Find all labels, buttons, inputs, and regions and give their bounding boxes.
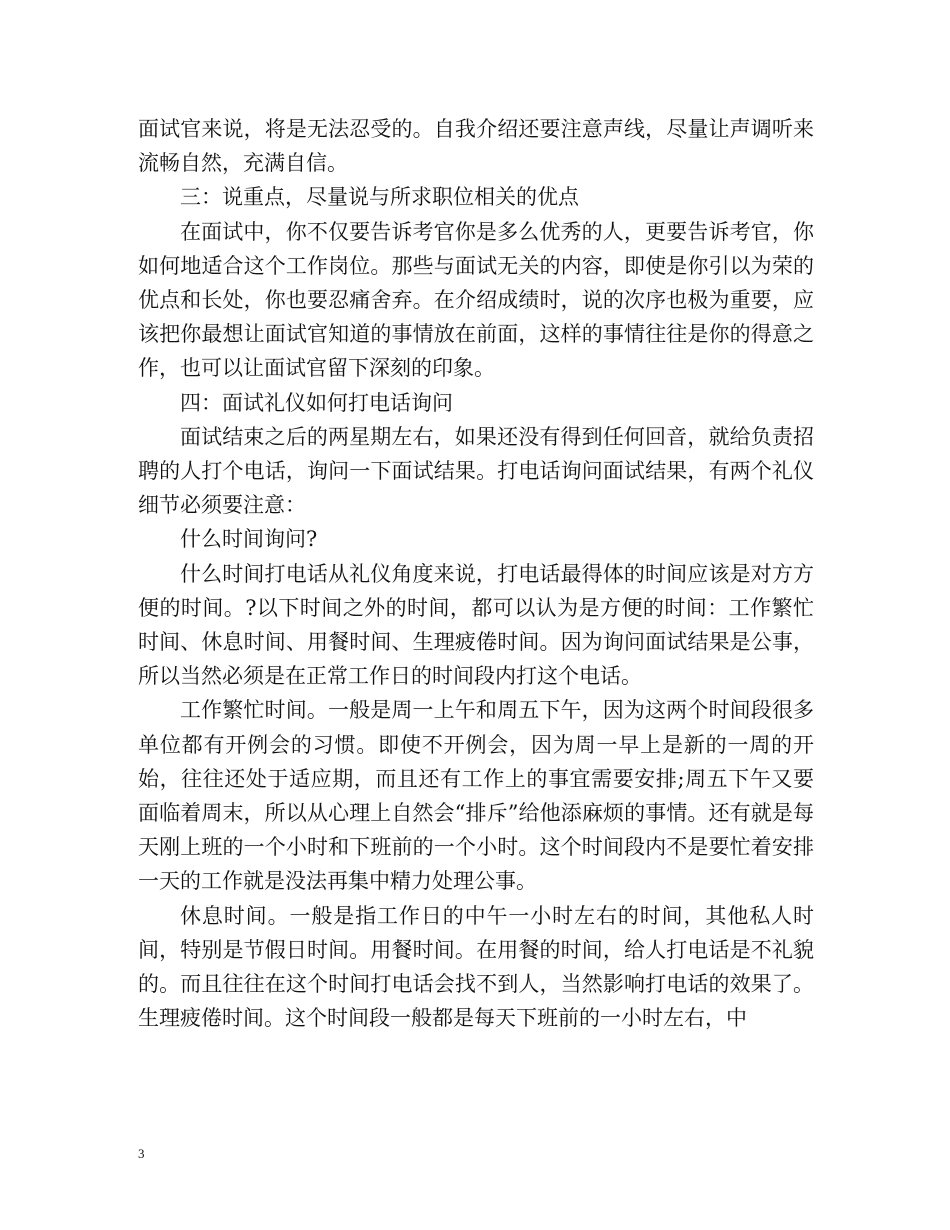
page-number: 3 — [138, 1146, 145, 1161]
paragraph: 面试结束之后的两星期左右，如果还没有得到任何回音，就给负责招聘的人打个电话，询问一下面试结果。打电话询问面试结果，有两个礼仪细节必须要注意： — [138, 424, 814, 518]
paragraph: 工作繁忙时间。一般是周一上午和周五下午，因为这两个时间段很多单位都有开例会的习惯。即使不开例会，因为周一早上是新的一周的开始，往往还处于适应期，而且还有工作上的事宜需要安排;周五下午又要面临着周末，所以从心理上自然会“排斥”给他添麻烦的事情。还有就是每天刚上班的一个小时和下班前的一个小时。这个时间段内不是要忙着安排一天的工作就是没法再集中精力处理公事。 — [138, 698, 814, 894]
subheading: 什么时间询问? — [180, 527, 318, 552]
section-heading-three: 三：说重点，尽量说与所求职位相关的优点 — [180, 185, 579, 210]
section-heading-four: 四：面试礼仪如何打电话询问 — [180, 390, 453, 415]
paragraph: 休息时间。一般是指工作日的中午一小时左右的时间，其他私人时间，特别是节假日时间。用餐时间。在用餐的时间，给人打电话是不礼貌的。而且往往在这个时间打电话会找不到人，当然影响打电话的效果了。生理疲倦时间。这个时间段一般都是每天下班前的一小时左右，中 — [138, 903, 814, 1031]
body-text — [138, 112, 814, 1035]
paragraph: 在面试中，你不仅要告诉考官你是多么优秀的人，更要告诉考官，你如何地适合这个工作岗位。那些与面试无关的内容，即使是你引以为荣的优点和长处，你也要忍痛舍弃。在介绍成绩时，说的次序也极为重要，应该把你最想让面试官知道的事情放在前面，这样的事情往往是你的得意之作，也可以让面试官留下深刻的印象。 — [138, 219, 814, 381]
paragraph-continued: 面试官来说，将是无法忍受的。自我介绍还要注意声线，尽量让声调听来流畅自然，充满自信。 — [138, 117, 814, 176]
paragraph: 什么时间打电话从礼仪角度来说，打电话最得体的时间应该是对方方便的时间。?以下时间之外的时间，都可以认为是方便的时间：工作繁忙时间、休息时间、用餐时间、生理疲倦时间。因为询问面试结果是公事，所以当然必须是在正常工作日的时间段内打这个电话。 — [138, 561, 814, 689]
